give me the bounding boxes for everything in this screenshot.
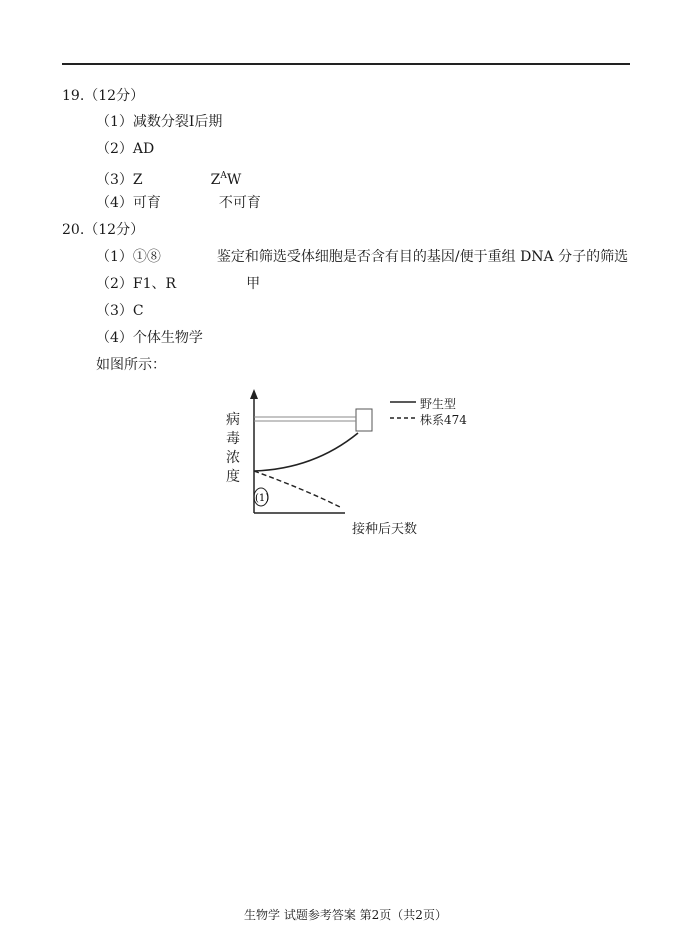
q19-answer-3-a: （3）Z bbox=[96, 172, 143, 188]
q20-header: 20.（12分） bbox=[62, 222, 145, 238]
q20-answer-2-b: 甲 bbox=[246, 276, 261, 292]
q19-answer-4 bbox=[96, 194, 261, 212]
y-label-char-3: 浓 bbox=[226, 450, 240, 466]
legend-marker-box bbox=[356, 409, 372, 431]
q19-header: 19.（12分） bbox=[62, 88, 145, 104]
q19-answer-3-b-end: W bbox=[226, 172, 242, 188]
q20-answer-4: （4）个体生物学 bbox=[96, 330, 203, 346]
legend-wild-type: 野生型 bbox=[420, 397, 457, 411]
figure-caption: 如图所示： bbox=[96, 357, 166, 373]
legend-474: 株系474 bbox=[420, 413, 467, 427]
q19-answer-4-a: （4）可育 bbox=[96, 195, 161, 211]
q20-answer-1-b: 鉴定和筛选受体细胞是否含有目的基因/便于重组 DNA 分子的筛选 bbox=[216, 249, 629, 265]
q20-answer-3: （3）C bbox=[96, 303, 144, 319]
y-axis-arrow bbox=[250, 389, 258, 399]
series-wild-type-line bbox=[254, 433, 358, 471]
q20-answer-1 bbox=[96, 248, 628, 266]
annotation-label: (1) bbox=[255, 493, 270, 504]
y-label-char-4: 度 bbox=[226, 469, 240, 485]
q19-answer-3-b-sup: A bbox=[220, 171, 227, 181]
x-axis-label: 接种后天数 bbox=[352, 522, 418, 537]
q19-answer-4-b: 不可育 bbox=[218, 195, 261, 211]
q20-answer-2-a: （2）F1、R bbox=[96, 276, 177, 292]
q19-answer-3-b-base: Z bbox=[210, 172, 221, 188]
y-label-char-2: 毒 bbox=[226, 431, 240, 447]
q19-answer-2: （2）AD bbox=[96, 141, 155, 157]
q20-answer-1-a: （1）①⑧ bbox=[96, 249, 161, 265]
top-rule bbox=[62, 63, 630, 65]
q19-answer-1: （1）减数分裂I后期 bbox=[96, 114, 223, 130]
q20-answer-2 bbox=[96, 275, 260, 293]
y-label-char-1: 病 bbox=[226, 412, 240, 428]
page-footer: 生物学 试题参考答案 第2页（共2页） bbox=[244, 908, 447, 922]
q19-answer-3 bbox=[96, 167, 241, 189]
